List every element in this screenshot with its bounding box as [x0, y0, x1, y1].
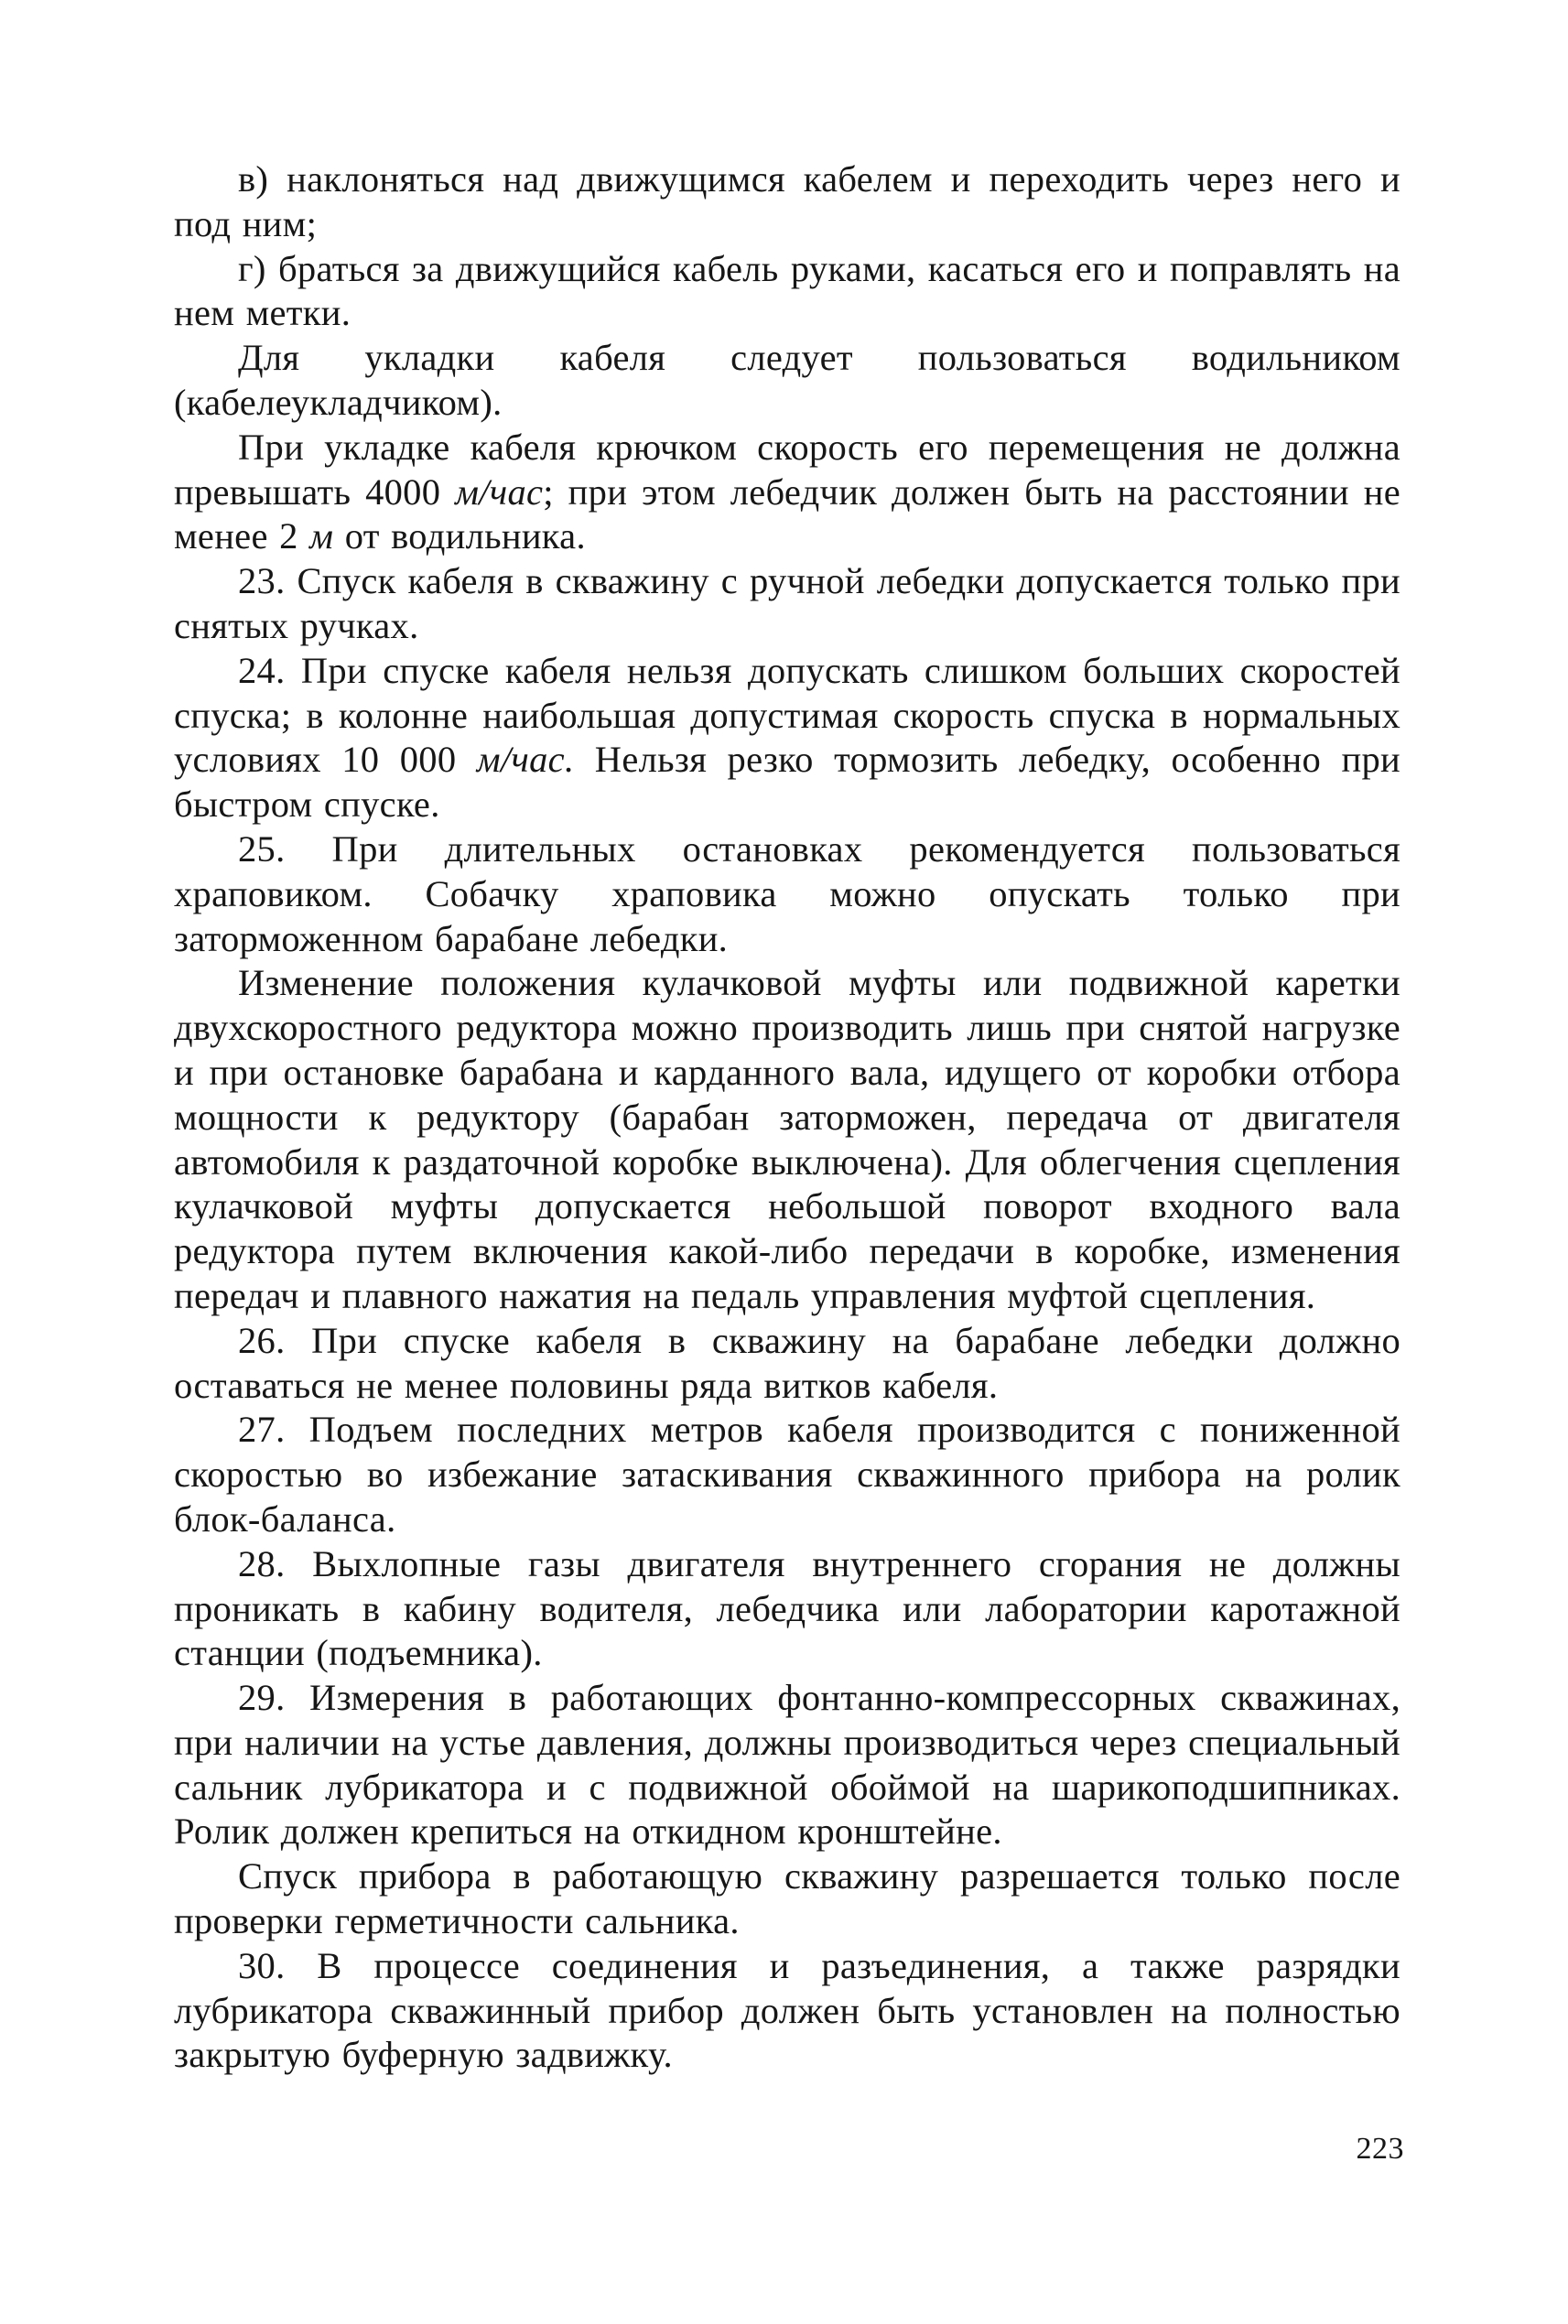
text-segment: ; при этом лебедчик должен быть на расстоянии не менее 2 — [174, 470, 1400, 557]
paragraph-item-27: 27. Подъем последних метров кабеля производится с пониженной скоростью во избежание затаскивания скважинного прибора на ролик блок-баланса. — [174, 1409, 1400, 1540]
text-segment: от водильника. — [333, 515, 586, 557]
paragraph-cable-laying: Для укладки кабеля следует пользоваться водильником (кабелеукладчиком). — [174, 337, 1400, 423]
paragraph-hook-speed — [174, 426, 1400, 559]
paragraph-item-g: г) браться за движущийся кабель руками, касаться его и поправлять на нем метки. — [174, 247, 1400, 334]
paragraph-item-23: 23. Спуск кабеля в скважину с ручной лебедки допускается только при снятых ручках. — [174, 560, 1400, 646]
paragraph-item-30: 30. В процессе соединения и разъединения, а также разрядки лубрикатора скважинный прибор должен быть установлен на полностью закрытую буферную задвижку. — [174, 1944, 1400, 2076]
body-text — [174, 157, 1400, 2078]
paragraph-item-24 — [174, 649, 1400, 827]
unit-meters-per-hour: м/час. — [476, 739, 575, 781]
paragraph-clutch: Изменение положения кулачковой муфты или подвижной каретки двухскоростного редуктора можно производить лишь при снятой нагрузке и при остановке барабана и карданного вала, идущего от коробки отбора мощности к редуктору (барабан заторможен, передача от двигателя автомобиля к раздаточной коробке выключена). Для облегчения сцепления кулачковой муфты допускается небольшой поворот входного вала редуктора путем включения какой-либо передачи в коробке, изменения передач и плавного нажатия на педаль управления муфтой сцепления. — [174, 962, 1400, 1316]
paragraph-item-29: 29. Измерения в работающих фонтанно-компрессорных скважинах, при наличии на устье давления, должны производиться через специальный сальник лубрикатора и с подвижной обоймой на шарикоподшипниках. Ролик должен крепиться на откидном кронштейне. — [174, 1677, 1400, 1853]
page-number: 223 — [1356, 2132, 1404, 2166]
unit-meters-per-hour: м/час — [455, 470, 544, 513]
text-segment: При укладке кабеля крючком скорость его перемещения не должна превышать 4000 — [174, 426, 1400, 513]
text-segment: Нельзя резко тормозить лебедку, особенно при быстром спуске. — [174, 739, 1400, 826]
paragraph-item-25: 25. При длительных остановках рекомендуется пользоваться храповиком. Собачку храповика можно опускать только при заторможенном барабане лебедки. — [174, 827, 1400, 959]
text-segment: 24. При спуске кабеля нельзя допускать слишком больших скоростей спуска; в колонне наибольшая допустимая скорость спуска в нормальных условиях 10 000 — [174, 649, 1400, 781]
paragraph-gland-check: Спуск прибора в работающую скважину разрешается только после проверки герметичности сальника. — [174, 1855, 1400, 1942]
unit-meters: м — [309, 515, 334, 557]
paragraph-item-28: 28. Выхлопные газы двигателя внутреннего сгорания не должны проникать в кабину водителя, лебедчика или лаборатории каротажной станции (подъемника). — [174, 1542, 1400, 1674]
paragraph-item-26: 26. При спуске кабеля в скважину на барабане лебедки должно оставаться не менее половины ряда витков кабеля. — [174, 1319, 1400, 1406]
paragraph-item-v: в) наклоняться над движущимся кабелем и переходить через него и под ним; — [174, 158, 1400, 244]
